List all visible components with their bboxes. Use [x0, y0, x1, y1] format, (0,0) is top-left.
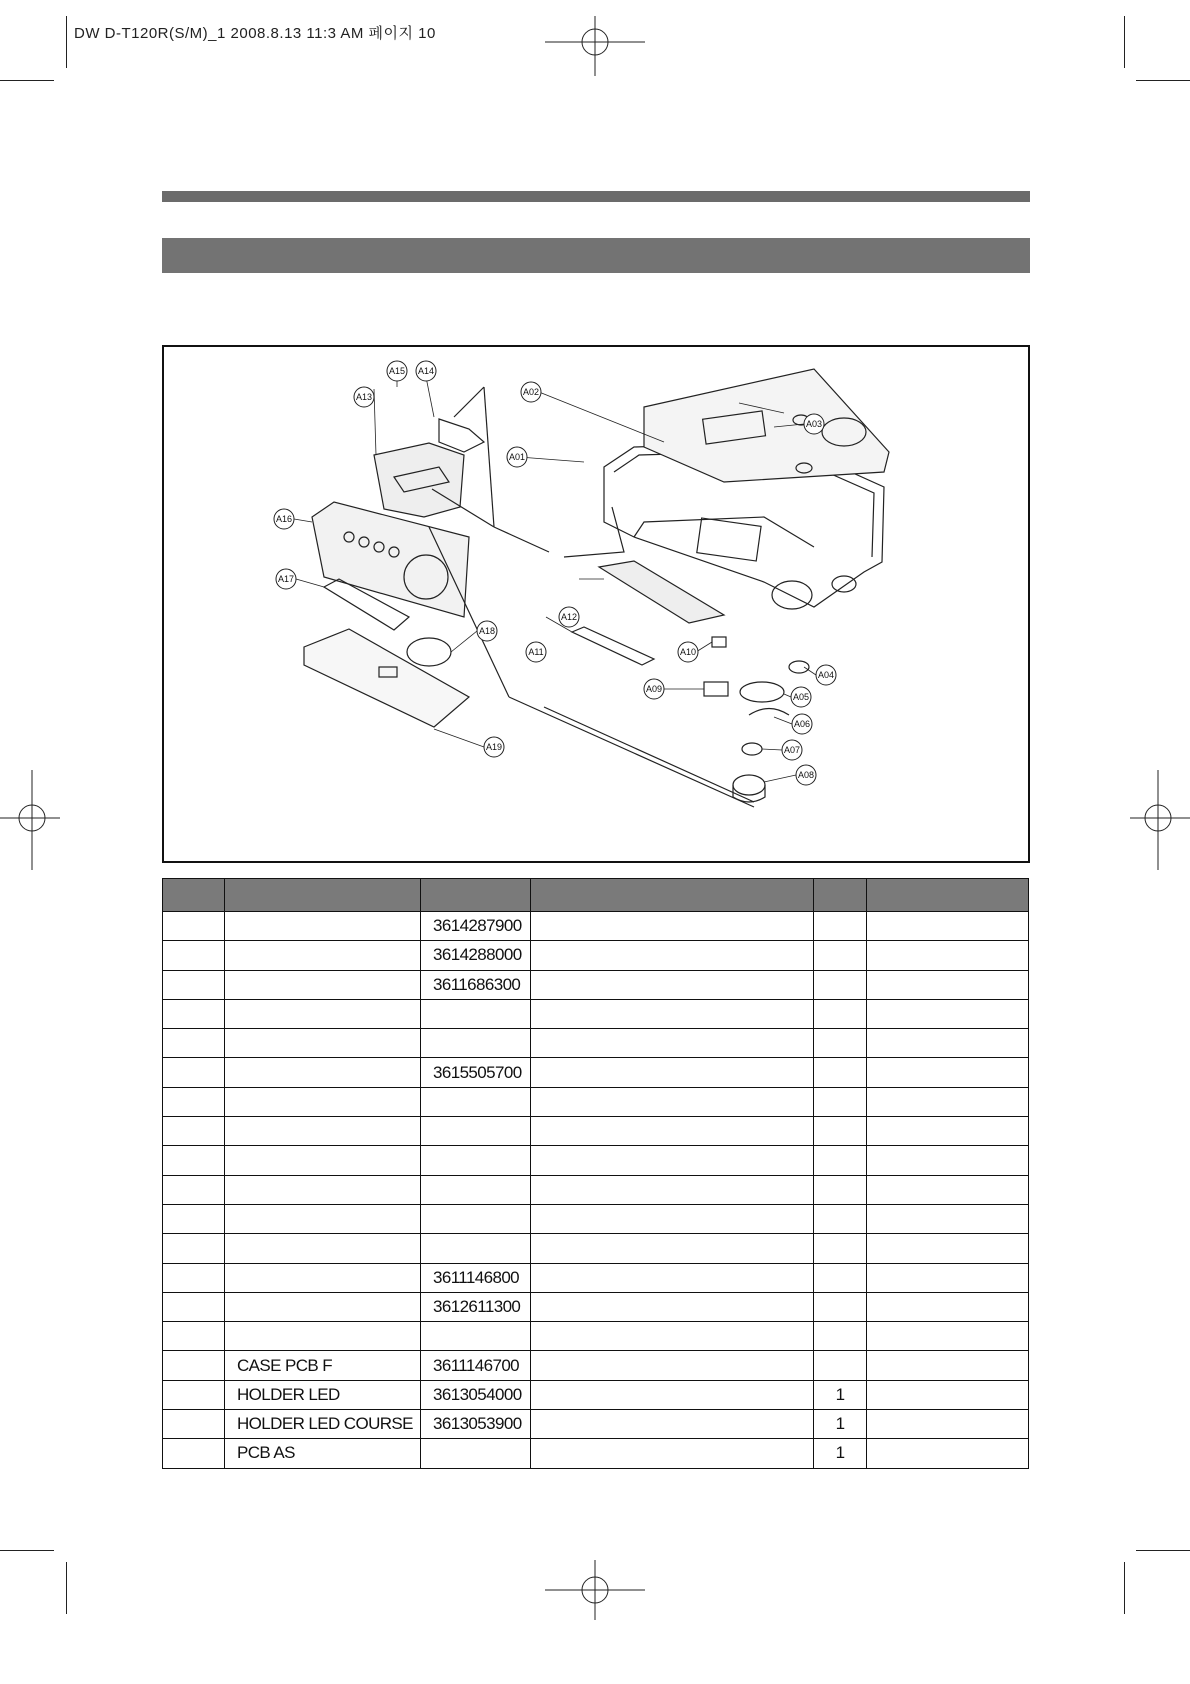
button-bar — [599, 561, 724, 623]
cell-qty — [814, 1263, 867, 1292]
cell-spec — [531, 1292, 814, 1321]
cell-remark — [867, 941, 1029, 970]
cell-code: 3614287900 — [421, 912, 531, 941]
svg-text:A18: A18 — [478, 626, 496, 636]
detergent-drawer — [374, 443, 464, 517]
callout-a12 — [559, 607, 579, 627]
cell-remark — [867, 1204, 1029, 1233]
cell-name — [225, 1029, 421, 1058]
table-row — [163, 1234, 1029, 1263]
cell-spec — [531, 970, 814, 999]
cell-code — [421, 1204, 531, 1233]
cell-spec — [531, 912, 814, 941]
cell-spec — [531, 1351, 814, 1380]
cell-qty — [814, 1204, 867, 1233]
cell-remark — [867, 912, 1029, 941]
cell-spec — [531, 1439, 814, 1468]
cell-spec — [531, 1263, 814, 1292]
cell-remark — [867, 970, 1029, 999]
cell-remark — [867, 1058, 1029, 1087]
cell-no — [163, 1029, 225, 1058]
cell-code: 3613054000 — [421, 1380, 531, 1409]
cell-no — [163, 1263, 225, 1292]
cell-no — [163, 1117, 225, 1146]
col-header — [814, 879, 867, 912]
cell-name: PCB AS — [225, 1439, 421, 1468]
table-row — [163, 1322, 1029, 1351]
col-header — [421, 879, 531, 912]
cell-name — [225, 999, 421, 1028]
cell-remark — [867, 999, 1029, 1028]
crop-mark — [66, 1562, 67, 1614]
cell-no — [163, 1410, 225, 1439]
col-header — [163, 879, 225, 912]
cell-no — [163, 1322, 225, 1351]
cell-code — [421, 1175, 531, 1204]
table-row — [163, 1058, 1029, 1087]
col-header — [225, 879, 421, 912]
callout-a07 — [782, 740, 802, 760]
cell-qty — [814, 999, 867, 1028]
svg-text:A09: A09 — [645, 684, 663, 694]
cell-code: 3611146700 — [421, 1351, 531, 1380]
cell-spec — [531, 1175, 814, 1204]
parts-list-table — [162, 878, 1029, 1469]
cell-spec — [531, 1204, 814, 1233]
svg-text:A04: A04 — [817, 670, 835, 680]
registration-mark-bottom — [545, 1560, 645, 1620]
svg-text:A15: A15 — [388, 366, 406, 376]
cell-code — [421, 1087, 531, 1116]
cell-remark — [867, 1117, 1029, 1146]
svg-text:A16: A16 — [275, 514, 293, 524]
cell-qty: 1 — [814, 1410, 867, 1439]
table-row — [163, 1146, 1029, 1175]
svg-text:A07: A07 — [783, 745, 801, 755]
cell-name — [225, 1087, 421, 1116]
cell-no — [163, 1351, 225, 1380]
cell-no — [163, 1087, 225, 1116]
cell-name — [225, 1263, 421, 1292]
callout-a16 — [274, 509, 294, 529]
cell-qty — [814, 1234, 867, 1263]
cell-no — [163, 1380, 225, 1409]
header-rule — [162, 191, 1030, 202]
cell-qty — [814, 1058, 867, 1087]
cell-name — [225, 1234, 421, 1263]
cell-qty — [814, 912, 867, 941]
cell-qty — [814, 1322, 867, 1351]
table-row — [163, 1351, 1029, 1380]
cell-name: HOLDER LED — [225, 1380, 421, 1409]
diagram-drawing — [164, 347, 1028, 861]
cell-remark — [867, 1351, 1029, 1380]
cell-qty — [814, 1351, 867, 1380]
cell-code — [421, 1029, 531, 1058]
cell-qty — [814, 970, 867, 999]
table-row — [163, 1204, 1029, 1233]
cell-remark — [867, 1380, 1029, 1409]
rotary-knob — [407, 638, 451, 666]
cell-no — [163, 999, 225, 1028]
cell-spec — [531, 1410, 814, 1439]
cell-name — [225, 1117, 421, 1146]
svg-text:A01: A01 — [508, 452, 526, 462]
callout-a09 — [644, 679, 664, 699]
cell-spec — [531, 941, 814, 970]
panel-cover — [644, 369, 889, 482]
callout-a18 — [477, 621, 497, 641]
registration-mark-top — [545, 16, 645, 76]
cell-remark — [867, 1087, 1029, 1116]
cell-name — [225, 912, 421, 941]
cell-qty — [814, 1292, 867, 1321]
svg-text:A14: A14 — [417, 366, 435, 376]
cell-spec — [531, 1380, 814, 1409]
table-row — [163, 912, 1029, 941]
svg-text:A10: A10 — [679, 647, 697, 657]
cell-spec — [531, 1058, 814, 1087]
cell-code: 3612611300 — [421, 1292, 531, 1321]
cell-code: 3613053900 — [421, 1410, 531, 1439]
cell-remark — [867, 1263, 1029, 1292]
print-header: DW D-T120R(S/M)_1 2008.8.13 11:3 AM 페이지 10 — [74, 25, 436, 42]
table-row — [163, 970, 1029, 999]
callout-a02 — [521, 382, 541, 402]
cell-no — [163, 941, 225, 970]
table-row — [163, 941, 1029, 970]
callout-a15 — [387, 361, 407, 381]
cell-qty: 1 — [814, 1439, 867, 1468]
cell-no — [163, 970, 225, 999]
crop-mark — [66, 16, 67, 68]
cell-no — [163, 1439, 225, 1468]
cell-name — [225, 1292, 421, 1321]
cell-code — [421, 1146, 531, 1175]
table-row — [163, 1380, 1029, 1409]
parts-body — [163, 912, 1029, 1469]
cell-no — [163, 1175, 225, 1204]
crop-mark — [1136, 80, 1190, 81]
cell-spec — [531, 1234, 814, 1263]
callout-a10 — [678, 642, 698, 662]
cell-code — [421, 1439, 531, 1468]
cell-name — [225, 1175, 421, 1204]
cell-code — [421, 1117, 531, 1146]
cell-spec — [531, 999, 814, 1028]
cell-no — [163, 912, 225, 941]
cell-code: 3611146800 — [421, 1263, 531, 1292]
cell-code — [421, 999, 531, 1028]
cell-spec — [531, 1146, 814, 1175]
cell-name — [225, 1146, 421, 1175]
cell-code — [421, 1322, 531, 1351]
callout-a14 — [416, 361, 436, 381]
callout-a11 — [526, 642, 546, 662]
svg-text:A12: A12 — [560, 612, 578, 622]
cell-qty — [814, 1117, 867, 1146]
cell-name — [225, 970, 421, 999]
crop-mark — [1136, 1550, 1190, 1551]
table-header-row — [163, 879, 1029, 912]
cell-remark — [867, 1175, 1029, 1204]
cell-name — [225, 1204, 421, 1233]
cell-no — [163, 1234, 225, 1263]
drawer-handle — [439, 419, 484, 452]
cell-qty — [814, 1087, 867, 1116]
cell-qty — [814, 941, 867, 970]
callout-a06 — [792, 714, 812, 734]
cell-code: 3615505700 — [421, 1058, 531, 1087]
table-row — [163, 1292, 1029, 1321]
cell-remark — [867, 1292, 1029, 1321]
cell-remark — [867, 1439, 1029, 1468]
cell-name: HOLDER LED COURSE — [225, 1410, 421, 1439]
svg-text:A11: A11 — [528, 647, 544, 657]
cell-remark — [867, 1146, 1029, 1175]
col-header — [867, 879, 1029, 912]
callout-a19 — [484, 737, 504, 757]
svg-text:A08: A08 — [797, 770, 815, 780]
cell-qty — [814, 1029, 867, 1058]
table-row — [163, 1410, 1029, 1439]
table-row — [163, 1175, 1029, 1204]
cell-remark — [867, 1410, 1029, 1439]
cell-spec — [531, 1117, 814, 1146]
callout-a03 — [804, 414, 824, 434]
crop-mark — [1124, 1562, 1125, 1614]
svg-text:A17: A17 — [277, 574, 295, 584]
cell-spec — [531, 1322, 814, 1351]
cell-spec — [531, 1087, 814, 1116]
svg-text:A19: A19 — [485, 742, 503, 752]
exploded-parts-diagram — [162, 345, 1030, 863]
callout-a04 — [816, 665, 836, 685]
cell-no — [163, 1204, 225, 1233]
cell-no — [163, 1292, 225, 1321]
table-row — [163, 999, 1029, 1028]
table-row — [163, 1263, 1029, 1292]
registration-mark-left — [0, 770, 60, 870]
cell-remark — [867, 1234, 1029, 1263]
callout-a13 — [354, 387, 374, 407]
registration-mark-right — [1130, 770, 1190, 870]
svg-text:A13: A13 — [355, 392, 373, 402]
table-row — [163, 1117, 1029, 1146]
cell-spec — [531, 1029, 814, 1058]
cell-qty — [814, 1146, 867, 1175]
cell-remark — [867, 1322, 1029, 1351]
pcb-case — [312, 502, 469, 617]
cell-qty: 1 — [814, 1380, 867, 1409]
table-row — [163, 1087, 1029, 1116]
callout-a08 — [796, 765, 816, 785]
cell-name — [225, 1058, 421, 1087]
svg-text:A05: A05 — [792, 692, 810, 702]
cell-no — [163, 1146, 225, 1175]
cell-code — [421, 1234, 531, 1263]
cell-name — [225, 941, 421, 970]
crop-mark — [0, 1550, 54, 1551]
button-strip — [572, 627, 654, 665]
svg-text:A03: A03 — [805, 419, 823, 429]
callout-a01 — [507, 447, 527, 467]
table-row — [163, 1439, 1029, 1468]
cell-name: CASE PCB F — [225, 1351, 421, 1380]
cell-name — [225, 1322, 421, 1351]
svg-text:A02: A02 — [522, 387, 540, 397]
cell-remark — [867, 1029, 1029, 1058]
pcb-board — [304, 629, 469, 727]
table-row — [163, 1029, 1029, 1058]
cell-no — [163, 1058, 225, 1087]
callout-a17 — [276, 569, 296, 589]
cell-code: 3611686300 — [421, 970, 531, 999]
col-header — [531, 879, 814, 912]
svg-text:A06: A06 — [793, 719, 811, 729]
cell-code: 3614288000 — [421, 941, 531, 970]
callout-a05 — [791, 687, 811, 707]
crop-mark — [1124, 16, 1125, 68]
cell-qty — [814, 1175, 867, 1204]
crop-mark — [0, 80, 54, 81]
section-title-bar — [162, 238, 1030, 273]
